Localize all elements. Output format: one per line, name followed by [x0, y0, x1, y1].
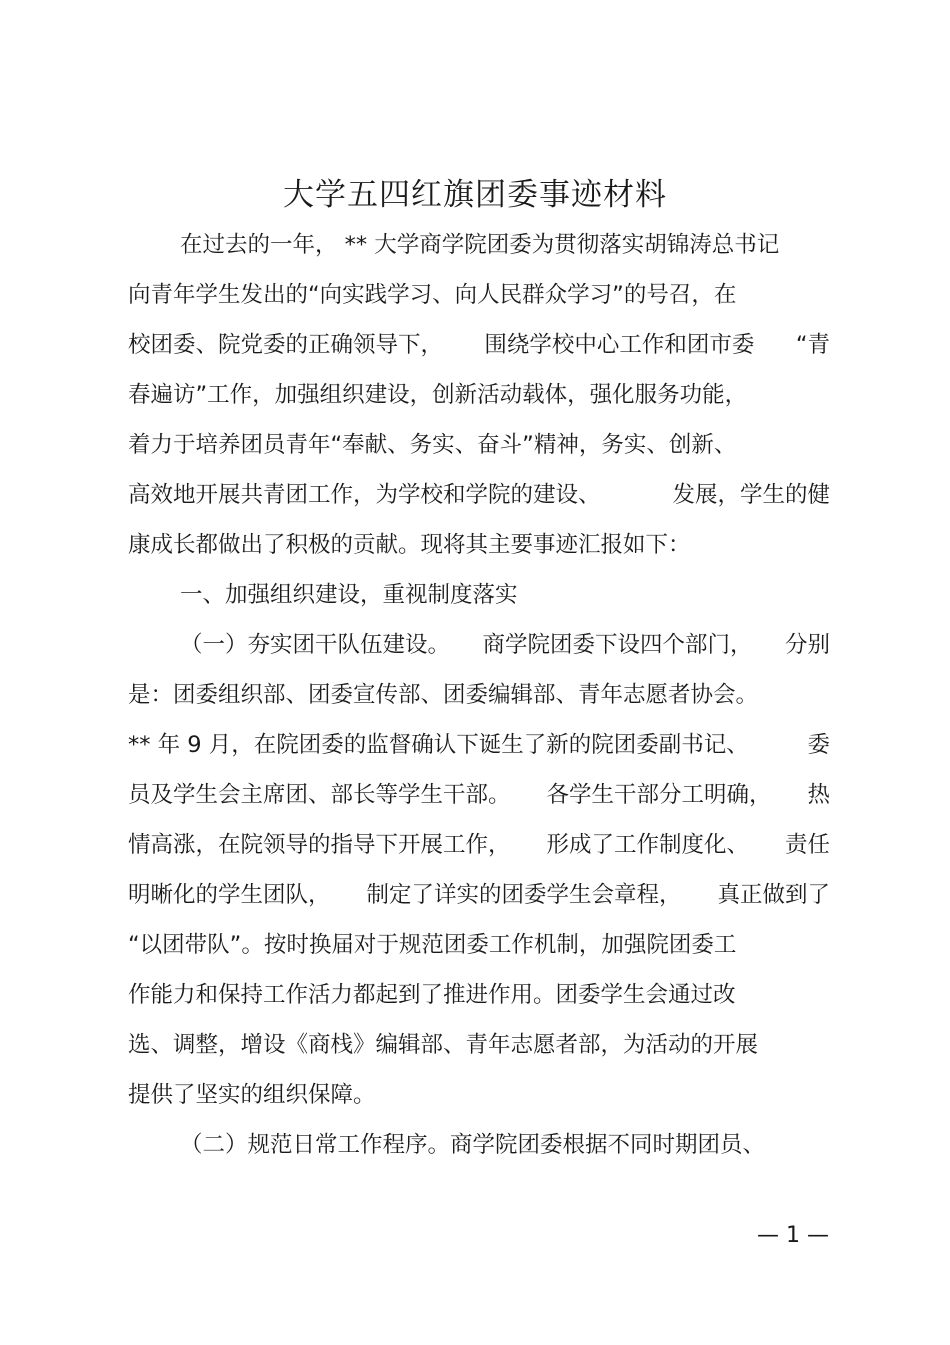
body-line-segment: 明晰化的学生团队，: [128, 882, 331, 908]
body-line-segment: 向青年学生发出的“向实践学习、向人民群众学习”的号召，在: [128, 282, 737, 308]
body-line-segment: 制定了详实的团委学生会章程，: [366, 882, 682, 908]
body-line-segment: 情高涨，在院领导的指导下开展工作，: [128, 832, 511, 858]
body-line-segment: 春遍访”工作，加强组织建设，创新活动载体，强化服务功能，: [128, 382, 748, 408]
body-line-segment: 在过去的一年， ** 大学商学院团委为贯彻落实胡锦涛总书记: [180, 232, 780, 258]
body-line-segment: 一、加强组织建设，重视制度落实: [180, 582, 518, 608]
body-line: [128, 975, 830, 1015]
body-line-segment: 商学院团委下设四个部门，: [482, 632, 753, 658]
body-line: [128, 325, 830, 365]
body-line: [128, 275, 830, 315]
body-line-segment: （一）夯实团干队伍建设。: [180, 632, 451, 658]
body-line: [128, 875, 830, 915]
body-line-segment: 校团委、院党委的正确领导下，: [128, 332, 444, 358]
body-line: [128, 475, 830, 515]
body-line: [128, 725, 830, 765]
body-line-segment: 提供了坚实的组织保障。: [128, 1082, 376, 1108]
body-line-segment: 是：团委组织部、团委宣传部、团委编辑部、青年志愿者协会。: [128, 682, 759, 708]
body-line-segment: 发展，学生的健: [672, 482, 830, 508]
body-line: [128, 775, 830, 815]
body-line-segment: 选、调整，增设《商栈》编辑部、青年志愿者部，为活动的开展: [128, 1032, 759, 1058]
body-line-segment: 作能力和保持工作活力都起到了推进作用。团委学生会通过改: [128, 982, 736, 1008]
body-line-segment: “青: [795, 332, 830, 358]
body-line-segment: 各学生干部分工明确，: [546, 782, 772, 808]
body-line-segment: 形成了工作制度化、: [546, 832, 749, 858]
body-line-segment: 康成长都做出了积极的贡献。现将其主要事迹汇报如下：: [128, 532, 691, 558]
body-line: [128, 425, 830, 465]
body-line: [180, 225, 830, 265]
body-line: [180, 625, 830, 665]
body-line-segment: 分别: [784, 632, 830, 658]
body-line: [128, 1075, 830, 1115]
body-line: [128, 525, 830, 565]
body-line-segment: 员及学生会主席团、部长等学生干部。: [128, 782, 511, 808]
body-line: [128, 1025, 830, 1065]
body-line-segment: 热: [807, 782, 830, 808]
body-line: [180, 575, 830, 615]
body-line: [128, 675, 830, 715]
body-line-segment: 高效地开展共青团工作，为学校和学院的建设、: [128, 482, 601, 508]
body-line: [128, 925, 830, 965]
body-line-segment: 真正做到了: [717, 882, 830, 908]
body-line-segment: 委: [807, 732, 830, 758]
body-line: [180, 1125, 830, 1165]
body-line: [128, 375, 830, 415]
body-line-segment: 责任: [784, 832, 830, 858]
body-line-segment: （二）规范日常工作程序。商学院团委根据不同时期团员、: [180, 1132, 766, 1158]
body-line-segment: 围绕学校中心工作和团市委: [484, 332, 755, 358]
body-line-segment: ** 年 9 月，在院团委的监督确认下诞生了新的院团委副书记、: [128, 732, 749, 758]
document-title: 大学五四红旗团委事迹材料: [283, 177, 667, 213]
body-line-segment: 着力于培养团员青年“奉献、务实、奋斗”精神，务实、创新、: [128, 432, 737, 458]
page-number: — 1 —: [757, 1223, 829, 1248]
body-line: [128, 825, 830, 865]
body-line-segment: “以团带队”。按时换届对于规范团委工作机制，加强院团委工: [128, 932, 737, 958]
